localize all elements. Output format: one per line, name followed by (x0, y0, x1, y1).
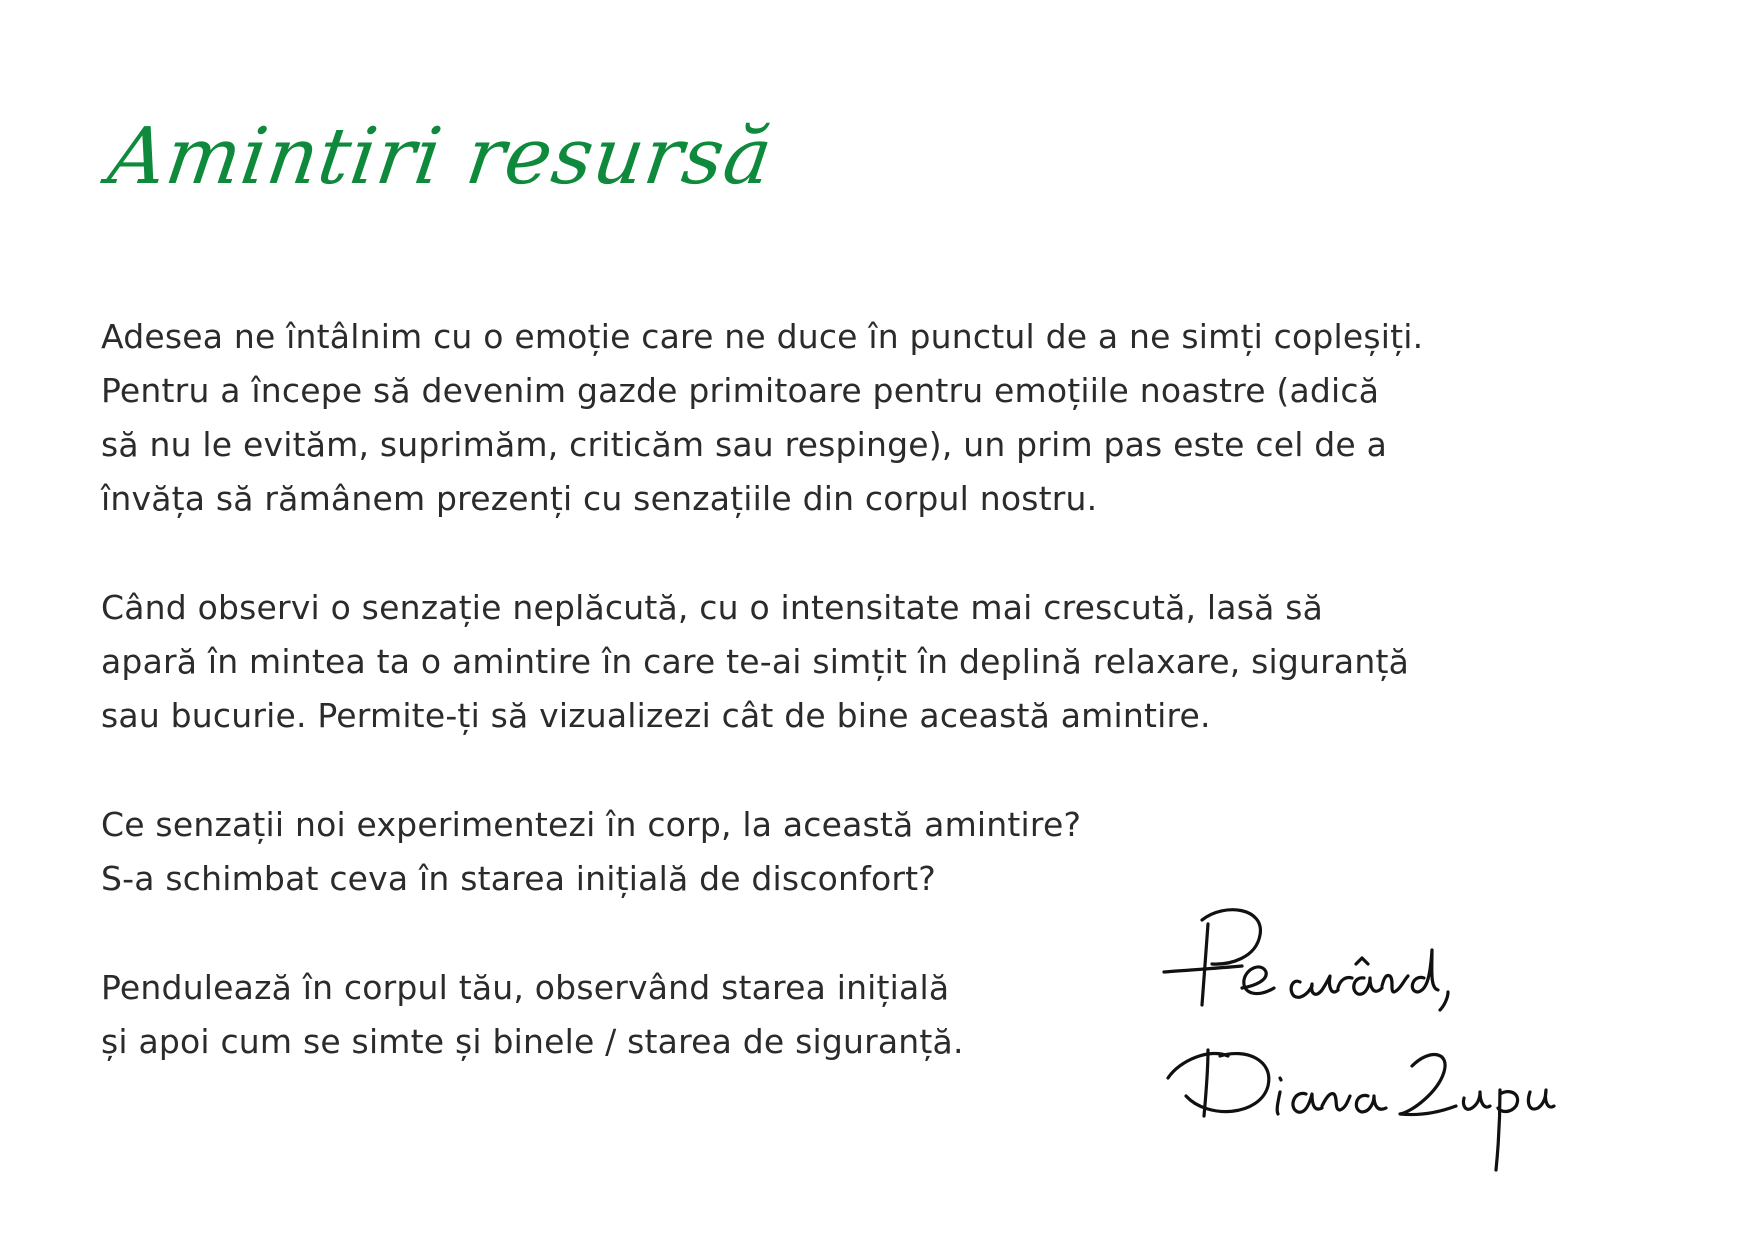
text-line: Adesea ne întâlnim cu o emoție care ne duce în punctul de a ne simți copleșiți. (101, 317, 1424, 356)
page-title: Amintiri resursă (103, 112, 779, 202)
text-line: Pentru a începe să devenim gazde primitoare pentru emoțiile noastre (adică (101, 371, 1380, 410)
signature-image (1150, 880, 1620, 1180)
text-line: Când observi o senzație neplăcută, cu o intensitate mai crescută, lasă să (101, 588, 1324, 627)
text-line: și apoi cum se simte și binele / starea de siguranță. (101, 1022, 964, 1061)
handwritten-signature (1150, 880, 1620, 1180)
text-line: să nu le evităm, suprimăm, criticăm sau respinge), un prim pas este cel de a (101, 425, 1388, 464)
text-line: Ce senzații noi experimentezi în corp, la această amintire? (101, 805, 1082, 844)
text-line: sau bucurie. Permite-ți să vizualizezi cât de bine această amintire. (101, 696, 1211, 735)
text-line: apară în mintea ta o amintire în care te-ai simțit în deplină relaxare, siguranță (101, 642, 1410, 681)
text-line: S-a schimbat ceva în starea inițială de disconfort? (101, 859, 936, 898)
text-line: învăța să rămânem prezenți cu senzațiile din corpul nostru. (101, 479, 1098, 518)
paragraph-instructions (101, 581, 1661, 743)
text-line: Pendulează în corpul tău, observând starea inițială (101, 968, 950, 1007)
paragraph-intro (101, 310, 1661, 526)
